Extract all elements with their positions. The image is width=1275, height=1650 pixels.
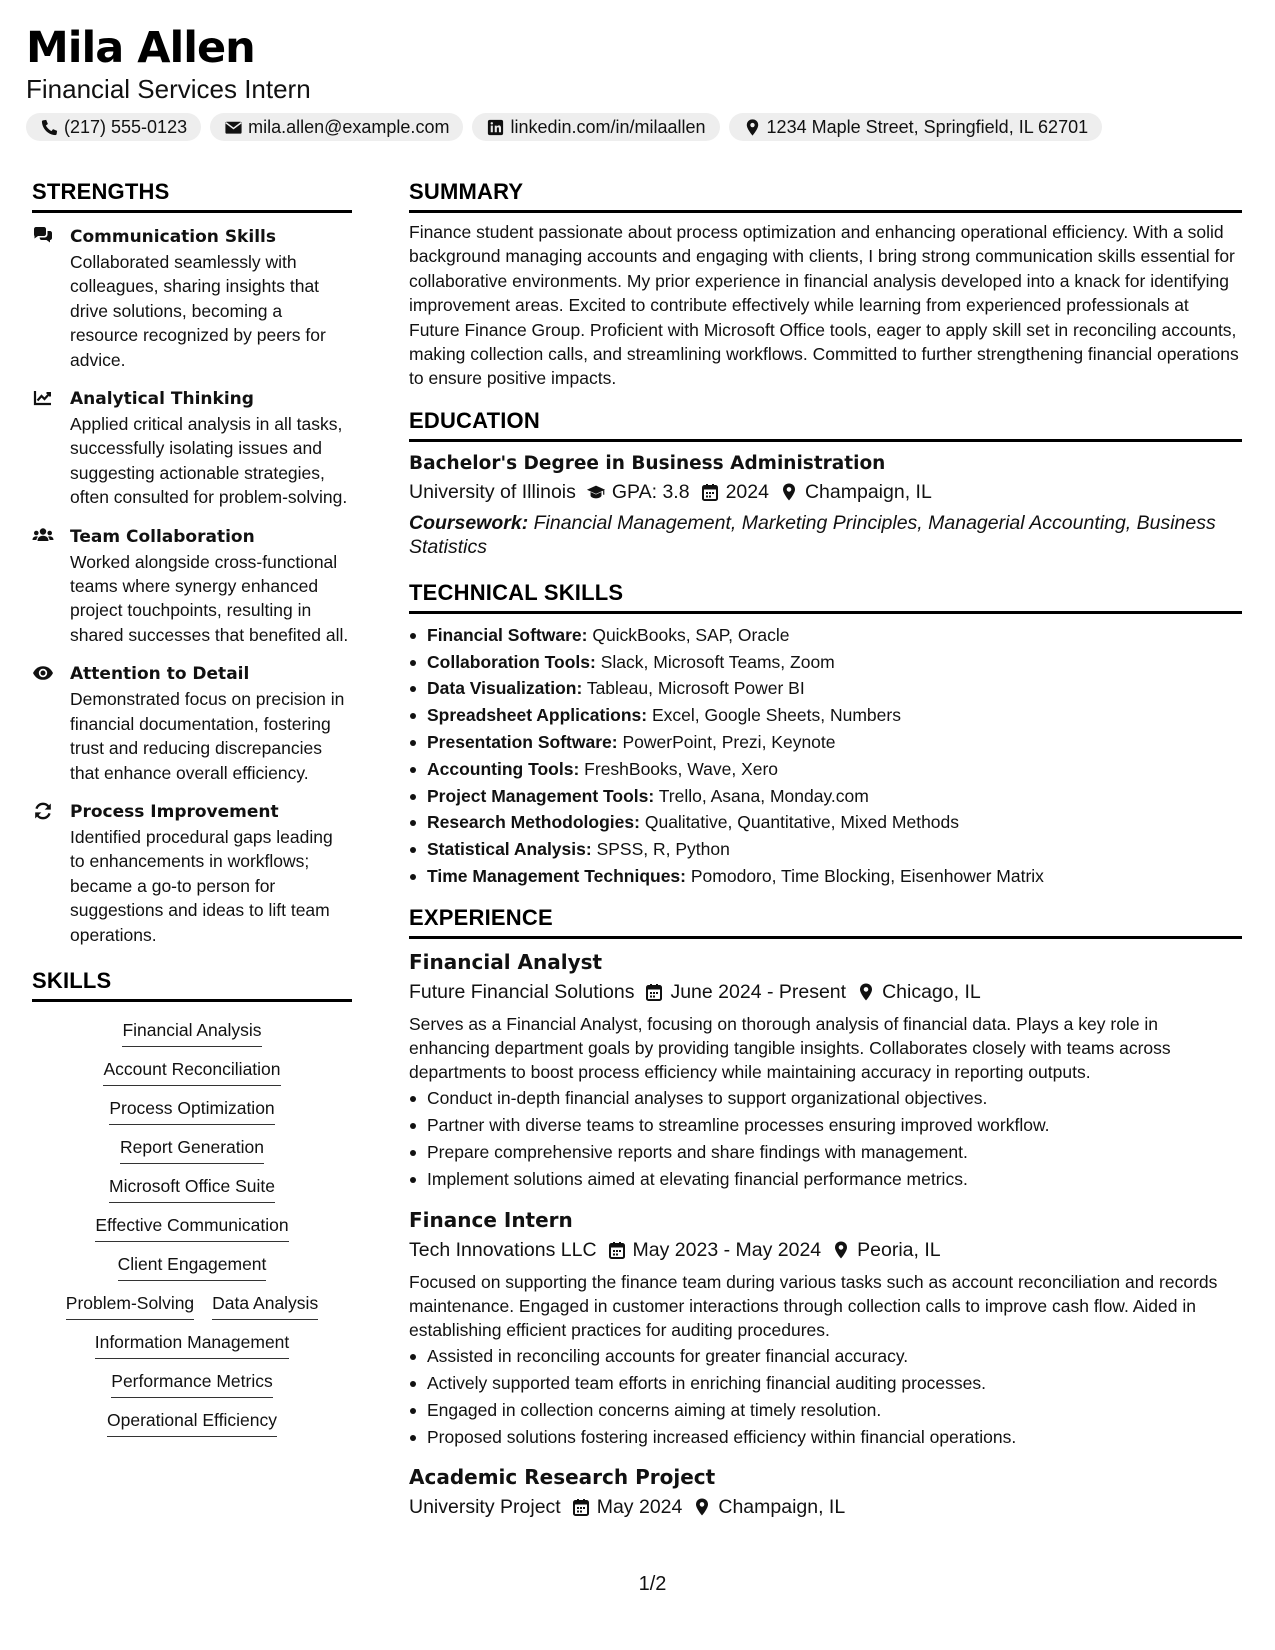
strength-item (32, 799, 352, 947)
technical-skill-item (409, 783, 1242, 810)
calendar-icon (700, 482, 720, 502)
skill-tag: Process Optimization (109, 1096, 274, 1125)
tech-skill-value: FreshBooks, Wave, Xero (584, 758, 779, 779)
company-name: Tech Innovations LLC (409, 1238, 597, 1261)
tech-skill-label: Financial Software: (427, 624, 588, 645)
job-description: Focused on supporting the finance team during various tasks such as account reconciliation and records maintenance. Engaged in customer interactions through collection calls to improve cash flow. Aided in establishing efficient practices for auditing procedures. (409, 1271, 1218, 1341)
skill-tag: Information Management (95, 1330, 290, 1359)
graduation-year: 2024 (725, 480, 769, 503)
job-bullet: Implement solutions aimed at elevating financial performance metrics. (409, 1166, 1242, 1193)
job-description: Serves as a Financial Analyst, focusing on thorough analysis of financial data. Plays a key role in enhancing department goals by providing tangible insights. Collaborates closely with teams across departments to boost process efficiency while maintaining accuracy in reporting outputs. (409, 1013, 1171, 1083)
skills-list (32, 1018, 352, 1437)
envelope-icon (224, 118, 243, 137)
tech-skill-label: Statistical Analysis: (427, 839, 592, 860)
technical-skill-item (409, 729, 1242, 756)
left-column (32, 178, 352, 1437)
job-meta (409, 977, 1242, 1007)
skill-tag: Report Generation (120, 1135, 264, 1164)
address-chip[interactable] (729, 113, 1103, 141)
job-bullets (409, 1343, 1242, 1450)
linkedin-icon (486, 118, 505, 137)
map-pin-icon (743, 118, 762, 137)
calendar-icon (571, 1497, 591, 1517)
job-title: Financial Analyst (409, 949, 603, 974)
tech-skill-label: Time Management Techniques: (427, 866, 686, 887)
job-meta (409, 1235, 1242, 1265)
job-bullets (409, 1085, 1242, 1192)
skill-tag: Client Engagement (118, 1252, 267, 1281)
job-bullet: Actively supported team efforts in enriching financial auditing processes. (409, 1370, 1242, 1397)
tech-skill-label: Presentation Software: (427, 732, 618, 753)
strength-description: Applied critical analysis in all tasks, successfully isolating issues and suggesting actionable strategies, often consulted for problem-solving. (70, 414, 348, 508)
job-title: Finance Intern (409, 1207, 573, 1232)
map-pin-icon (692, 1497, 712, 1517)
technical-skill-item (409, 649, 1242, 676)
technical-skill-item (409, 675, 1242, 702)
phone-chip[interactable] (26, 113, 201, 141)
tech-skill-value: SPSS, R, Python (596, 839, 730, 860)
tech-skill-value: Pomodoro, Time Blocking, Eisenhower Matrix (690, 866, 1044, 887)
job-bullet: Partner with diverse teams to streamline processes ensuring improved workflow. (409, 1112, 1242, 1139)
phone-text: (217) 555-0123 (64, 116, 188, 137)
job-bullet: Proposed solutions fostering increased efficiency within financial operations. (409, 1424, 1242, 1451)
tech-skill-value: QuickBooks, SAP, Oracle (592, 624, 790, 645)
strength-description: Worked alongside cross-functional teams where synergy enhanced project touchpoints, resulting in shared successes that benefited all. (70, 551, 349, 645)
strength-title: Team Collaboration (70, 526, 255, 547)
technical-skills-list (409, 622, 1242, 890)
map-pin-icon (831, 1240, 851, 1260)
technical-skill-item (409, 809, 1242, 836)
map-pin-icon (856, 982, 876, 1002)
right-column (409, 178, 1242, 1522)
job-dates: May 2024 (596, 1496, 683, 1519)
chart-line-icon (32, 388, 54, 408)
summary-heading: SUMMARY (409, 178, 1242, 213)
map-pin-icon (779, 482, 799, 502)
education-meta (409, 477, 1242, 507)
strength-item (32, 386, 352, 510)
coursework-text: Financial Management, Marketing Principles, Managerial Accounting, Business Statistics (409, 511, 1216, 558)
candidate-name: Mila Allen (26, 23, 255, 73)
job-entry (409, 947, 1242, 1193)
technical-skills-heading: TECHNICAL SKILLS (409, 579, 1242, 614)
summary-text: Finance student passionate about process optimization and enhancing operational efficiency. With a solid background managing accounts and engaging with clients, I bring strong communication skills essential for collaborative environments. My prior experience in financial analysis developed into a knack for identifying improvement areas. Excited to contribute effectively while learning from experienced professionals at Future Finance Group. Proficient with Microsoft Office tools, eager to apply skill set in reconciling accounts, making collection calls, and streamlining workflows. Committed to further strengthening financial operations to ensure positive impacts. (409, 222, 1239, 389)
strengths-heading: STRENGTHS (32, 178, 352, 213)
company-name: University Project (409, 1496, 561, 1519)
strength-title: Analytical Thinking (70, 389, 254, 410)
skill-tag: Account Reconciliation (103, 1057, 280, 1086)
job-dates: June 2024 - Present (670, 980, 847, 1003)
skill-tag: Effective Communication (95, 1213, 288, 1242)
email-text: mila.allen@example.com (248, 116, 450, 137)
strengths-list (32, 224, 352, 947)
sync-icon (32, 801, 54, 821)
skill-tag: Data Analysis (212, 1291, 318, 1320)
strength-item (32, 524, 352, 648)
job-meta (409, 1492, 1242, 1522)
email-chip[interactable] (210, 113, 463, 141)
strength-title: Process Improvement (70, 801, 279, 822)
skill-tag: Microsoft Office Suite (109, 1174, 275, 1203)
calendar-icon (607, 1240, 627, 1260)
job-location: Peoria, IL (857, 1238, 941, 1261)
tech-skill-label: Spreadsheet Applications: (427, 705, 648, 726)
strength-description: Collaborated seamlessly with colleagues, sharing insights that drive solutions, becoming a resource recognized by peers for advice. (70, 252, 326, 370)
school-location: Champaign, IL (804, 480, 932, 503)
page-number: 1/2 (638, 1573, 667, 1595)
job-bullet: Conduct in-depth financial analyses to support organizational objectives. (409, 1085, 1242, 1112)
technical-skill-item (409, 702, 1242, 729)
job-dates: May 2023 - May 2024 (632, 1238, 822, 1261)
experience-heading: EXPERIENCE (409, 904, 1242, 939)
job-location: Champaign, IL (718, 1496, 846, 1519)
job-entry (409, 1462, 1242, 1522)
address-text: 1234 Maple Street, Springfield, IL 62701 (766, 116, 1089, 137)
coursework-label: Coursework: (409, 511, 529, 534)
linkedin-chip[interactable] (472, 113, 719, 141)
tech-skill-label: Data Visualization: (427, 678, 583, 699)
job-bullet: Prepare comprehensive reports and share findings with management. (409, 1139, 1242, 1166)
users-icon (32, 526, 54, 546)
job-bullet: Engaged in collection concerns aiming at timely resolution. (409, 1397, 1242, 1424)
skill-tag: Problem-Solving (66, 1291, 194, 1320)
company-name: Future Financial Solutions (409, 980, 635, 1003)
education-heading: EDUCATION (409, 407, 1242, 442)
strength-title: Attention to Detail (70, 664, 250, 685)
technical-skill-item (409, 756, 1242, 783)
strength-item (32, 224, 352, 372)
gpa-text: GPA: 3.8 (611, 480, 690, 503)
skills-heading: SKILLS (32, 967, 352, 1002)
graduation-cap-icon (586, 482, 606, 502)
tech-skill-value: Tableau, Microsoft Power BI (586, 678, 805, 699)
eye-icon (32, 663, 54, 683)
comments-icon (32, 226, 54, 246)
strength-description: Identified procedural gaps leading to enhancements in workflows; became a go-to person for suggestions and ideas to lift team operations. (70, 826, 333, 945)
phone-icon (40, 118, 59, 137)
school-name: University of Illinois (409, 480, 576, 503)
technical-skill-item (409, 836, 1242, 863)
tech-skill-label: Accounting Tools: (427, 758, 580, 779)
coursework (409, 511, 1242, 559)
strength-title: Communication Skills (70, 227, 276, 247)
tech-skill-value: Trello, Asana, Monday.com (658, 785, 869, 806)
tech-skill-value: Excel, Google Sheets, Numbers (651, 705, 901, 726)
skill-tag: Performance Metrics (111, 1369, 272, 1398)
candidate-role: Financial Services Intern (26, 74, 311, 104)
technical-skill-item (409, 622, 1242, 649)
job-location: Chicago, IL (882, 980, 981, 1003)
degree-title: Bachelor's Degree in Business Administration (409, 452, 886, 474)
strength-description: Demonstrated focus on precision in financial documentation, fostering trust and reducing discrepancies that enhance overall efficiency. (70, 689, 345, 783)
job-bullet: Assisted in reconciling accounts for greater financial accuracy. (409, 1343, 1242, 1370)
tech-skill-label: Collaboration Tools: (427, 651, 596, 672)
calendar-icon (644, 982, 664, 1002)
tech-skill-value: Qualitative, Quantitative, Mixed Methods (644, 812, 960, 833)
job-entry (409, 1205, 1242, 1451)
tech-skill-value: Slack, Microsoft Teams, Zoom (600, 651, 835, 672)
tech-skill-label: Research Methodologies: (427, 812, 640, 833)
skill-tag: Operational Efficiency (107, 1408, 277, 1437)
technical-skill-item (409, 863, 1242, 890)
linkedin-text: linkedin.com/in/milaallen (510, 116, 706, 137)
contact-bar (26, 113, 1255, 141)
tech-skill-value: PowerPoint, Prezi, Keynote (622, 732, 836, 753)
tech-skill-label: Project Management Tools: (427, 785, 655, 806)
strength-item (32, 661, 352, 785)
job-title: Academic Research Project (409, 1465, 716, 1490)
resume-header (26, 22, 1255, 141)
skill-tag: Financial Analysis (122, 1018, 261, 1047)
